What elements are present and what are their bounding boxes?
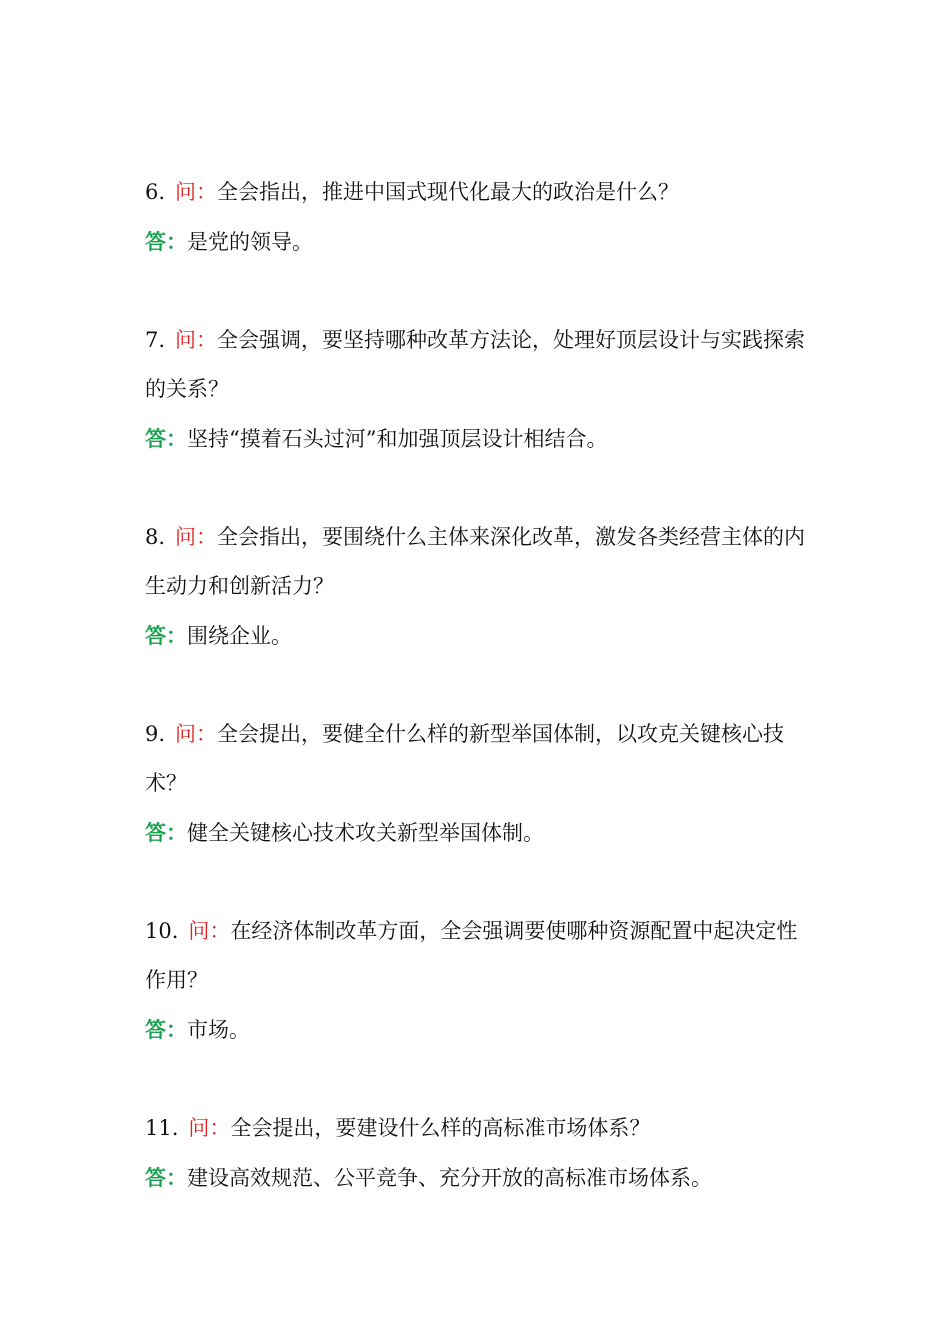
answer-text: 建设高效规范、公平竞争、充分开放的高标准市场体系。 [187,1166,712,1190]
question-label: 问： [175,722,218,746]
answer-line [145,217,810,267]
answer-line [145,414,810,464]
answer-text: 健全关键核心技术攻关新型举国体制。 [187,821,544,845]
answer-label: 答： [145,1165,187,1190]
answer-text: 坚持“摸着石头过河”和加强顶层设计相结合。 [187,427,608,451]
answer-line [145,1153,810,1203]
question-number: 6. [145,180,166,204]
question-label: 问： [175,180,218,204]
question-number: 11. [145,1116,179,1140]
question-text: 全会提出，要建设什么样的高标准市场体系？ [230,1116,651,1140]
answer-text: 围绕企业。 [187,624,292,648]
question-line [145,513,810,611]
qa-item-6 [145,168,810,267]
qa-item-7 [145,316,810,464]
question-label: 问： [175,328,218,352]
question-line [145,168,810,217]
answer-label: 答： [145,426,187,451]
answer-line [145,611,810,661]
question-label: 问： [175,525,218,549]
qa-item-8 [145,513,810,661]
question-text: 全会指出，推进中国式现代化最大的政治是什么？ [217,180,680,204]
answer-text: 是党的领导。 [187,230,313,254]
document-page [145,168,810,1252]
qa-item-10 [145,907,810,1055]
question-label: 问： [188,919,231,943]
question-line [145,316,810,414]
question-number: 10. [145,919,179,943]
answer-line [145,1005,810,1055]
question-label: 问： [188,1116,231,1140]
answer-label: 答： [145,820,187,845]
qa-item-9 [145,710,810,858]
answer-text: 市场。 [187,1018,250,1042]
question-line [145,1104,810,1153]
answer-label: 答： [145,623,187,648]
question-line [145,710,810,808]
question-text: 全会指出，要围绕什么主体来深化改革，激发各类经营主体的内生动力和创新活力？ [145,525,806,598]
question-text: 在经济体制改革方面，全会强调要使哪种资源配置中起决定性作用？ [145,919,798,992]
answer-label: 答： [145,1017,187,1042]
question-number: 7. [145,328,166,352]
qa-item-11 [145,1104,810,1203]
question-text: 全会强调，要坚持哪种改革方法论，处理好顶层设计与实践探索的关系？ [145,328,806,401]
answer-line [145,808,810,858]
answer-label: 答： [145,229,187,254]
question-number: 9. [145,722,166,746]
question-line [145,907,810,1005]
question-text: 全会提出，要健全什么样的新型举国体制，以攻克关键核心技术？ [145,722,785,795]
question-number: 8. [145,525,166,549]
